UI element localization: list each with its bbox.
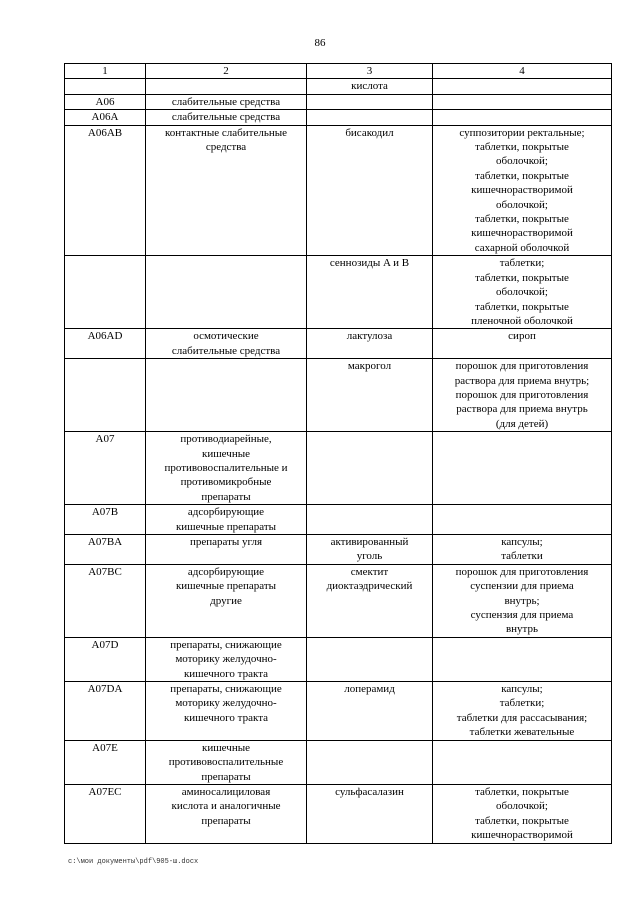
- atc-code-cell: A07E: [65, 740, 146, 784]
- atc-code-cell: [65, 79, 146, 94]
- drug-table: [64, 63, 612, 844]
- cell-line: (для детей): [495, 417, 549, 430]
- cell-line: внутрь: [505, 623, 539, 636]
- cell-line: порошок для приготовления: [455, 565, 589, 578]
- substance-cell: [307, 505, 433, 535]
- table-body: [65, 79, 612, 843]
- cell-line: препараты: [201, 770, 251, 783]
- cell-line: таблетки, покрытые: [475, 213, 569, 226]
- substance-cell: [307, 256, 433, 329]
- table-row: [65, 505, 612, 535]
- dosage-forms-cell: [433, 329, 612, 359]
- atc-code-cell: A07BA: [65, 535, 146, 565]
- table-row: [65, 94, 612, 109]
- cell-line: кислота: [351, 80, 388, 93]
- group-name-cell: [146, 256, 307, 329]
- dosage-forms-cell: [433, 94, 612, 109]
- cell-line: другие: [210, 594, 242, 607]
- cell-line: порошок для приготовления: [455, 360, 589, 373]
- cell-line: сульфасалазин: [335, 785, 404, 798]
- table-row: [65, 256, 612, 329]
- substance-cell: [307, 784, 433, 843]
- group-name-cell: [146, 535, 307, 565]
- cell-line: пленочной оболочкой: [471, 314, 573, 327]
- column-header: 3: [307, 64, 433, 79]
- group-name-cell: [146, 79, 307, 94]
- cell-line: лактулоза: [346, 330, 393, 343]
- group-name-cell: [146, 110, 307, 125]
- atc-code-cell: A07EC: [65, 784, 146, 843]
- atc-code-cell: A07BC: [65, 564, 146, 637]
- cell-line: слабительные средства: [171, 111, 281, 124]
- table-row: [65, 740, 612, 784]
- cell-line: сироп: [508, 330, 536, 343]
- cell-line: таблетки;: [499, 257, 545, 270]
- dosage-forms-cell: [433, 682, 612, 741]
- substance-cell: [307, 564, 433, 637]
- dosage-forms-cell: [433, 505, 612, 535]
- cell-line: таблетки, покрытые: [475, 141, 569, 154]
- dosage-forms-cell: [433, 784, 612, 843]
- group-name-cell: [146, 359, 307, 432]
- column-header: 4: [433, 64, 612, 79]
- cell-line: кишечные: [201, 741, 250, 754]
- group-name-cell: [146, 94, 307, 109]
- cell-line: адсорбирующие: [187, 565, 265, 578]
- atc-code-cell: A06: [65, 94, 146, 109]
- cell-line: слабительные средства: [171, 95, 281, 108]
- table-row: [65, 359, 612, 432]
- dosage-forms-cell: [433, 637, 612, 681]
- table-row: [65, 110, 612, 125]
- cell-line: таблетки: [501, 550, 543, 563]
- substance-cell: [307, 682, 433, 741]
- group-name-cell: [146, 637, 307, 681]
- cell-line: таблетки;: [499, 697, 545, 710]
- cell-line: оболочкой;: [496, 800, 548, 813]
- cell-line: оболочкой;: [496, 155, 548, 168]
- substance-cell: [307, 125, 433, 256]
- dosage-forms-cell: [433, 79, 612, 94]
- cell-line: раствора для приема внутрь;: [454, 374, 590, 387]
- atc-code-cell: A07B: [65, 505, 146, 535]
- cell-line: уголь: [356, 550, 383, 563]
- cell-line: препараты угля: [189, 536, 263, 548]
- cell-line: таблетки, покрытые: [475, 300, 569, 313]
- table-row: [65, 125, 612, 256]
- cell-line: лоперамид: [344, 683, 395, 696]
- cell-line: таблетки, покрытые: [475, 271, 569, 284]
- cell-line: смектит: [350, 565, 389, 578]
- cell-line: препараты, снижающие: [170, 638, 282, 651]
- substance-cell: [307, 359, 433, 432]
- cell-line: аминосалициловая: [181, 785, 271, 798]
- cell-line: таблетки жевательные: [469, 726, 575, 739]
- cell-line: средства: [205, 141, 247, 154]
- cell-line: макрогол: [347, 360, 392, 373]
- group-name-cell: [146, 329, 307, 359]
- group-name-cell: [146, 784, 307, 843]
- cell-line: контактные слабительные: [164, 126, 287, 139]
- page-number: 86: [314, 37, 326, 49]
- dosage-forms-cell: [433, 740, 612, 784]
- cell-line: раствора для приема внутрь: [456, 403, 588, 416]
- cell-line: суспензия для приема: [470, 609, 574, 622]
- cell-line: моторику желудочно-: [175, 653, 277, 666]
- cell-line: таблетки, покрытые: [475, 785, 569, 798]
- atc-code-cell: [65, 256, 146, 329]
- atc-code-cell: A06AD: [65, 329, 146, 359]
- cell-line: таблетки, покрытые: [475, 814, 569, 827]
- cell-line: моторику желудочно-: [175, 697, 277, 710]
- table-row: [65, 564, 612, 637]
- dosage-forms-cell: [433, 256, 612, 329]
- dosage-forms-cell: [433, 110, 612, 125]
- cell-line: оболочкой;: [496, 286, 548, 299]
- cell-line: кишечные препараты: [175, 580, 277, 593]
- group-name-cell: [146, 505, 307, 535]
- substance-cell: [307, 535, 433, 565]
- cell-line: противовоспалительные: [168, 756, 284, 769]
- cell-line: адсорбирующие: [187, 506, 265, 519]
- cell-line: сеннозиды A и B: [329, 257, 410, 270]
- table-row: [65, 784, 612, 843]
- cell-line: кишечные препараты: [175, 520, 277, 533]
- table-header-row: [65, 64, 612, 79]
- cell-line: противомикробные: [180, 476, 272, 489]
- cell-line: капсулы;: [501, 683, 543, 696]
- cell-line: кишечнорастворимой: [471, 829, 573, 842]
- cell-line: кишечнорастворимой: [471, 227, 573, 240]
- cell-line: капсулы;: [501, 536, 543, 548]
- substance-cell: [307, 79, 433, 94]
- substance-cell: [307, 110, 433, 125]
- dosage-forms-cell: [433, 564, 612, 637]
- atc-code-cell: A07DA: [65, 682, 146, 741]
- cell-line: слабительные средства: [171, 344, 281, 357]
- cell-line: активированный: [330, 536, 409, 548]
- cell-line: кишечного тракта: [183, 711, 269, 724]
- cell-line: таблетки, покрытые: [475, 169, 569, 182]
- cell-line: оболочкой;: [496, 198, 548, 211]
- cell-line: бисакодил: [345, 126, 394, 139]
- cell-line: кишечные: [201, 447, 250, 460]
- cell-line: кишечнорастворимой: [471, 184, 573, 197]
- group-name-cell: [146, 740, 307, 784]
- cell-line: кишечного тракта: [183, 667, 269, 680]
- cell-line: препараты: [201, 490, 251, 503]
- cell-line: внутрь;: [504, 594, 540, 607]
- cell-line: осмотические: [193, 330, 259, 343]
- group-name-cell: [146, 125, 307, 256]
- atc-code-cell: A06AB: [65, 125, 146, 256]
- dosage-forms-cell: [433, 432, 612, 505]
- atc-code-cell: A06A: [65, 110, 146, 125]
- table-row: [65, 79, 612, 94]
- cell-line: препараты, снижающие: [170, 683, 282, 696]
- cell-line: диоктаэдрический: [326, 580, 413, 593]
- cell-line: суппозитории ректальные;: [459, 126, 585, 139]
- table-row: [65, 535, 612, 565]
- dosage-forms-cell: [433, 125, 612, 256]
- cell-line: таблетки для рассасывания;: [456, 711, 588, 724]
- column-header: 1: [65, 64, 146, 79]
- file-path-footer: c:\мои документы\pdf\905-ш.docx: [68, 858, 199, 866]
- cell-line: кислота и аналогичные: [171, 800, 281, 813]
- atc-code-cell: [65, 359, 146, 432]
- table-row: [65, 432, 612, 505]
- cell-line: порошок для приготовления: [455, 388, 589, 401]
- table-row: [65, 682, 612, 741]
- substance-cell: [307, 432, 433, 505]
- group-name-cell: [146, 564, 307, 637]
- atc-code-cell: A07: [65, 432, 146, 505]
- dosage-forms-cell: [433, 359, 612, 432]
- substance-cell: [307, 94, 433, 109]
- cell-line: препараты: [201, 814, 251, 827]
- substance-cell: [307, 740, 433, 784]
- group-name-cell: [146, 682, 307, 741]
- table-row: [65, 637, 612, 681]
- cell-line: противодиарейные,: [180, 433, 272, 446]
- cell-line: сахарной оболочкой: [474, 241, 570, 254]
- cell-line: суспензии для приема: [470, 580, 574, 593]
- cell-line: противовоспалительные и: [164, 461, 288, 474]
- column-header: 2: [146, 64, 307, 79]
- group-name-cell: [146, 432, 307, 505]
- table-row: [65, 329, 612, 359]
- dosage-forms-cell: [433, 535, 612, 565]
- atc-code-cell: A07D: [65, 637, 146, 681]
- substance-cell: [307, 637, 433, 681]
- substance-cell: [307, 329, 433, 359]
